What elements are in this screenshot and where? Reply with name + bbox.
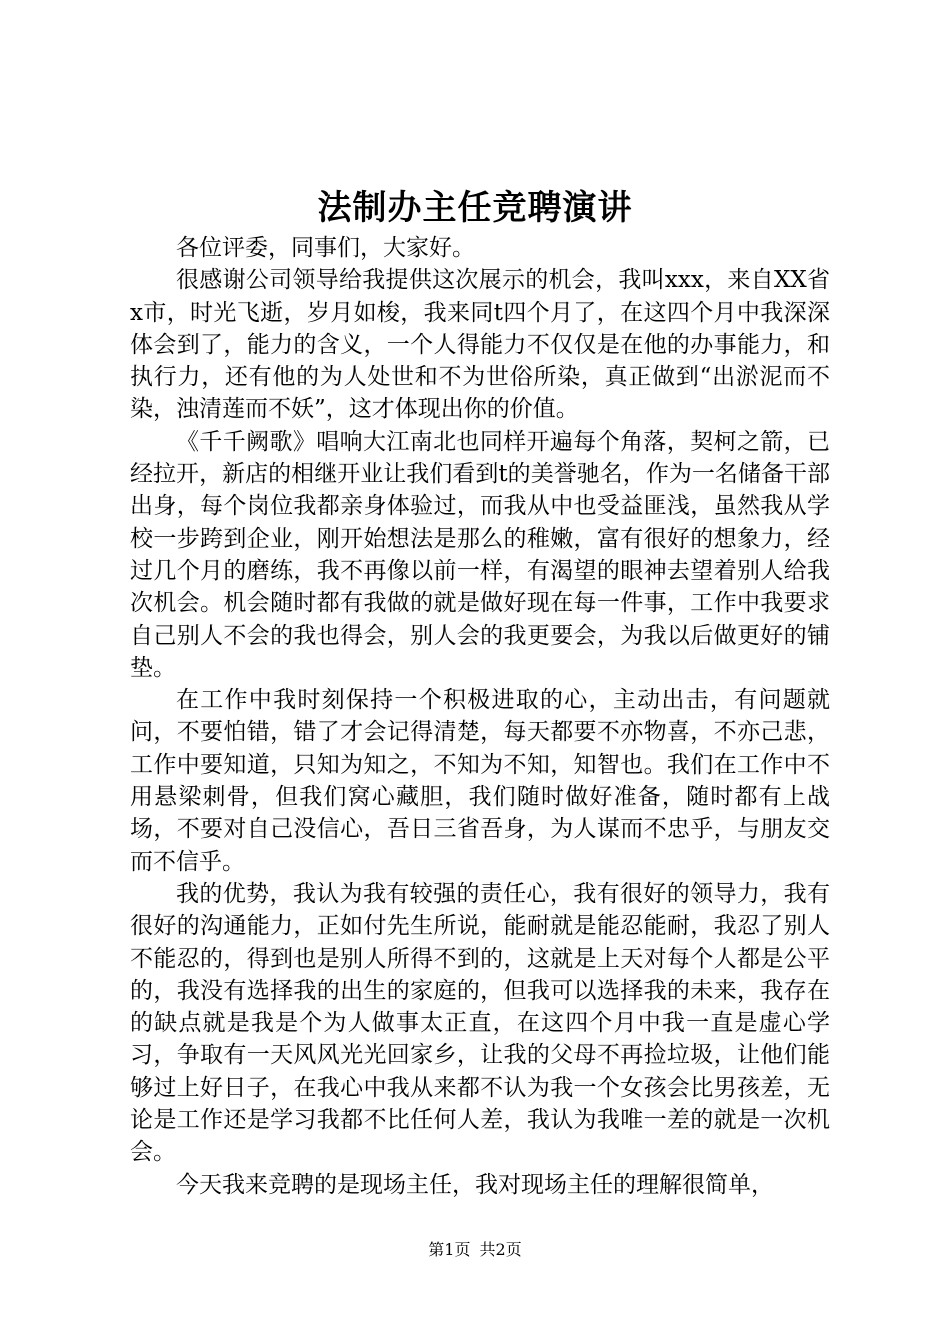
document-body [130,232,830,1201]
paragraph-greeting: 各位评委，同事们，大家好。 [176,235,475,261]
page-footer [0,1238,950,1262]
paragraph-experience: 《千千阙歌》唱响大江南北也同样开遍每个角落，契柯之箭，已经拉开，新店的相继开业让我们看到t的美誉驰名，作为一名储备干部出身，每个岗位我都亲身体验过，而我从中也受益匪浅，虽然我从学校一步跨到企业，刚开始想法是那么的稚嫩，富有很好的想象力，经过几个月的磨练，我不再像以前一样，有渴望的眼神去望着别人给我次机会。机会随时都有我做的就是做好现在每一件事，工作中我要求自己别人不会的我也得会，别人会的我更要会，为我以后做更好的铺垫。 [130,428,830,681]
paragraph-attitude: 在工作中我时刻保持一个积极进取的心，主动出击，有问题就问，不要怕错，错了才会记得清楚，每天都要不亦物喜，不亦己悲，工作中要知道，只知为知之，不知为不知，知智也。我们在工作中不用悬梁刺骨，但我们窝心藏胆，我们随时做好准备，随时都有上战场，不要对自己没信心，吾日三省吾身，为人谋而不忠乎，与朋友交而不信乎。 [130,687,830,875]
paragraph-strengths: 我的优势，我认为我有较强的责任心，我有很好的领导力，我有很好的沟通能力，正如付先生所说，能耐就是能忍能耐，我忍了别人不能忍的，得到也是别人所得不到的，这就是上天对每个人都是公平的，我没有选择我的出生的家庭的，但我可以选择我的未来，我存在的缺点就是我是个为人做事太正直，在这四个月中我一直是虚心学习，争取有一天风风光光回家乡，让我的父母不再捡垃圾，让他们能够过上好日子，在我心中我从来都不认为我一个女孩会比男孩差，无论是工作还是学习我都不比任何人差，我认为我唯一差的就是一次机会。 [130,880,830,1166]
current-page-number: 第1页 [428,1240,471,1259]
total-page-count: 共2页 [479,1240,522,1259]
paragraph-position: 今天我来竞聘的是现场主任，我对现场主任的理解很简单， [176,1171,774,1198]
paragraph-introduction: 很感谢公司领导给我提供这次展示的机会，我叫xxx，来自XX省x市，时光飞逝，岁月如梭，我来同t四个月了，在这四个月中我深深体会到了，能力的含义，一个人得能力不仅仅是在他的办事能力，和执行力，还有他的为人处世和不为世俗所染，真正做到“出淤泥而不染，浊清莲而不妖”，这才体现出你的价值。 [130,267,830,423]
document-title: 法制办主任竞聘演讲 [317,188,633,228]
